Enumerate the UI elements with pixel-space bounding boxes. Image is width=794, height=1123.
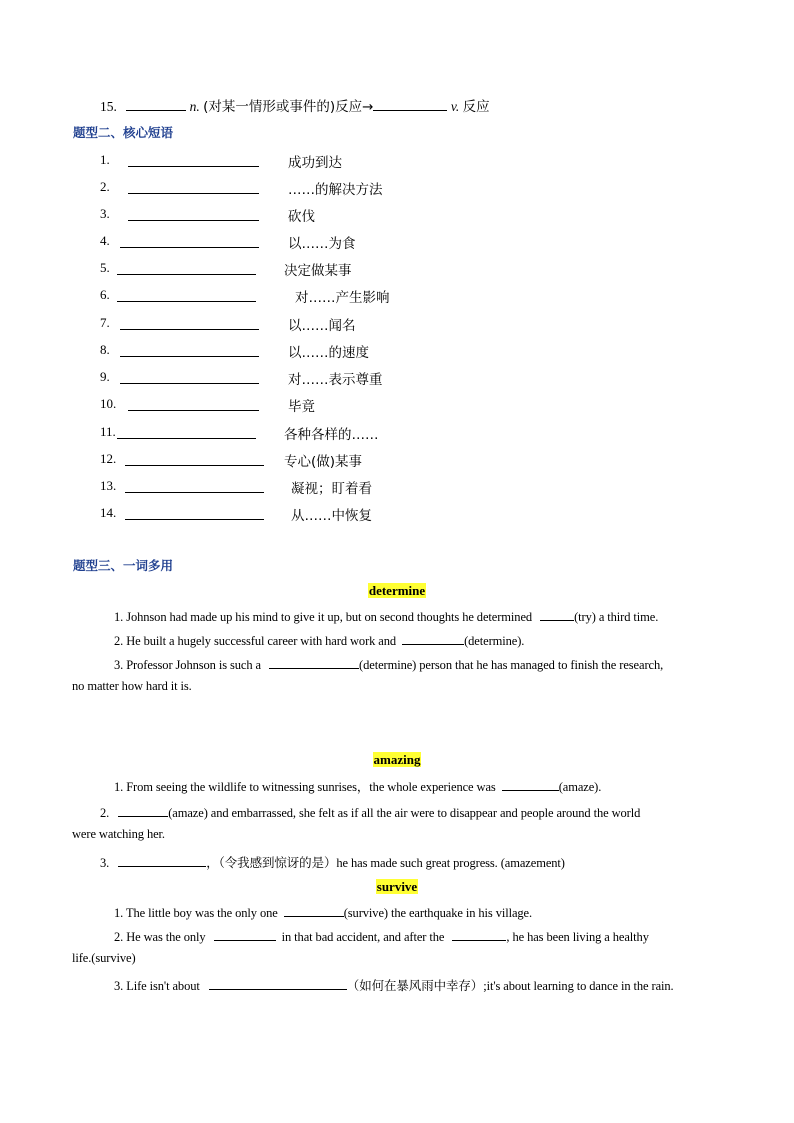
phrase-meaning: 决定做某事 — [284, 263, 352, 279]
sentence-text: 2. He built a hugely successful career with hard work and — [114, 634, 397, 648]
phrase-number: 1. — [100, 152, 110, 167]
pos-verb: v. — [450, 99, 460, 114]
phrase-number: 9. — [100, 369, 110, 384]
answer-blank[interactable] — [284, 903, 344, 917]
phrase-number: 3. — [100, 206, 110, 221]
phrase-row — [100, 423, 379, 443]
word-head: determine — [368, 583, 426, 598]
phrase-number: 11. — [100, 424, 116, 439]
phrase-row — [100, 259, 352, 279]
phrase-row — [100, 178, 383, 198]
phrase-row — [100, 205, 315, 225]
sentence-continuation: were watching her. — [72, 827, 165, 841]
phrase-meaning: 各种各样的…… — [284, 427, 379, 443]
answer-blank[interactable] — [118, 803, 168, 817]
answer-blank[interactable] — [120, 316, 259, 330]
exercise-sentence — [100, 853, 565, 871]
phrase-meaning: 从……中恢复 — [291, 508, 372, 524]
section-title-phrases: 题型二、核心短语 — [73, 125, 174, 140]
sentence-text: 3. Professor Johnson is such a — [114, 658, 261, 672]
sentence-continuation: life.(survive) — [72, 951, 136, 965]
word-head: amazing — [373, 752, 421, 767]
phrase-row — [100, 450, 363, 470]
answer-blank[interactable] — [209, 976, 347, 990]
exercise-sentence — [114, 903, 532, 921]
phrase-number: 13. — [100, 478, 117, 493]
phrase-meaning: 砍伐 — [288, 209, 315, 225]
sentence-text: in that bad accident, and after the — [281, 930, 445, 944]
answer-blank[interactable] — [117, 425, 256, 439]
answer-blank[interactable] — [452, 927, 506, 941]
phrase-row — [100, 368, 383, 388]
answer-blank[interactable] — [118, 853, 206, 867]
answer-blank[interactable] — [128, 153, 259, 167]
sentence-text: (determine). — [464, 634, 525, 648]
phrase-row — [100, 232, 356, 252]
answer-blank[interactable] — [540, 607, 574, 621]
vocab-item-15 — [100, 95, 490, 115]
phrase-row — [100, 286, 390, 306]
phrase-meaning: 凝视；盯着看 — [291, 481, 372, 497]
answer-blank[interactable] — [125, 506, 264, 520]
verb-definition: 反应 — [462, 99, 490, 115]
answer-blank[interactable] — [402, 631, 464, 645]
phrase-meaning: 对……表示尊重 — [288, 372, 383, 388]
word-heading-amazing — [0, 751, 794, 769]
word-heading-determine — [0, 582, 794, 600]
answer-blank[interactable] — [117, 261, 256, 275]
phrase-number: 14. — [100, 505, 117, 520]
sentence-text: (try) a third time. — [574, 610, 659, 624]
answer-blank[interactable] — [126, 97, 186, 111]
item-number: 15. — [100, 99, 117, 114]
sentence-text: 3. — [100, 856, 110, 870]
answer-blank[interactable] — [125, 452, 264, 466]
sentence-text: 1. From seeing the wildlife to witnessing sunrises，the whole experience was — [114, 780, 496, 794]
answer-blank[interactable] — [214, 927, 276, 941]
section-title-word-usage: 题型三、一词多用 — [73, 558, 174, 573]
phrase-meaning: 以……为食 — [288, 236, 356, 252]
exercise-sentence — [114, 927, 649, 945]
answer-blank[interactable] — [128, 180, 259, 194]
phrase-row — [100, 504, 372, 524]
phrase-meaning: 以……的速度 — [288, 345, 369, 361]
sentence-text: , he has been living a healthy — [506, 930, 649, 944]
phrase-meaning: 以……闻名 — [288, 318, 356, 334]
sentence-text: 1. Johnson had made up his mind to give it up, but on second thoughts he determined — [114, 610, 533, 624]
phrase-meaning: 成功到达 — [288, 155, 342, 171]
exercise-sentence — [100, 803, 640, 821]
answer-blank[interactable] — [128, 397, 259, 411]
pos-noun: n. — [189, 99, 200, 114]
phrase-number: 6. — [100, 287, 110, 302]
phrase-number: 7. — [100, 315, 110, 330]
sentence-text: he has made such great progress. (amazement) — [336, 856, 565, 870]
exercise-sentence — [114, 976, 674, 994]
answer-blank[interactable] — [128, 207, 259, 221]
noun-definition: (对某一情形或事件的)反应→ — [203, 99, 374, 115]
sentence-text: 2. He was the only — [114, 930, 206, 944]
answer-blank[interactable] — [502, 777, 559, 791]
answer-blank[interactable] — [120, 343, 259, 357]
sentence-text: 3. Life isn't about — [114, 979, 200, 993]
word-head: survive — [376, 879, 418, 894]
phrase-number: 10. — [100, 396, 117, 411]
exercise-sentence — [114, 631, 524, 649]
sentence-text: (amaze). — [558, 780, 602, 794]
phrase-number: 8. — [100, 342, 110, 357]
phrase-meaning: 专心(做)某事 — [284, 454, 363, 470]
sentence-text: 2. — [100, 806, 110, 820]
phrase-meaning: ……的解决方法 — [288, 182, 383, 198]
phrase-number: 2. — [100, 179, 110, 194]
sentence-text: ;it's about learning to dance in the rain. — [483, 979, 674, 993]
exercise-sentence — [114, 655, 663, 673]
phrase-number: 12. — [100, 451, 117, 466]
phrase-number: 4. — [100, 233, 110, 248]
phrase-row — [100, 314, 356, 334]
exercise-sentence — [114, 607, 658, 625]
phrase-number: 5. — [100, 260, 110, 275]
phrase-meaning: 对……产生影响 — [295, 290, 390, 306]
phrase-row — [100, 151, 342, 171]
answer-blank[interactable] — [117, 288, 256, 302]
answer-blank[interactable] — [120, 234, 259, 248]
sentence-text: (survive) the earthquake in his village. — [343, 906, 533, 920]
answer-blank[interactable] — [373, 97, 447, 111]
sentence-text: ，（令我感到惊讶的是） — [206, 855, 337, 870]
sentence-continuation: no matter how hard it is. — [72, 679, 192, 693]
exercise-sentence — [114, 777, 601, 795]
phrase-row — [100, 395, 315, 415]
answer-blank[interactable] — [120, 370, 259, 384]
phrase-meaning: 毕竟 — [288, 399, 315, 415]
phrase-row — [100, 477, 372, 497]
word-heading-survive — [0, 878, 794, 896]
sentence-text: 1. The little boy was the only one — [114, 906, 278, 920]
answer-blank[interactable] — [269, 655, 359, 669]
sentence-text: (amaze) and embarrassed, she felt as if all the air were to disappear and people around the world — [168, 806, 641, 820]
sentence-text: (determine) person that he has managed to finish the research, — [359, 658, 664, 672]
answer-blank[interactable] — [125, 479, 264, 493]
phrase-row — [100, 341, 369, 361]
sentence-text: （如何在暴风雨中幸存） — [346, 978, 484, 993]
